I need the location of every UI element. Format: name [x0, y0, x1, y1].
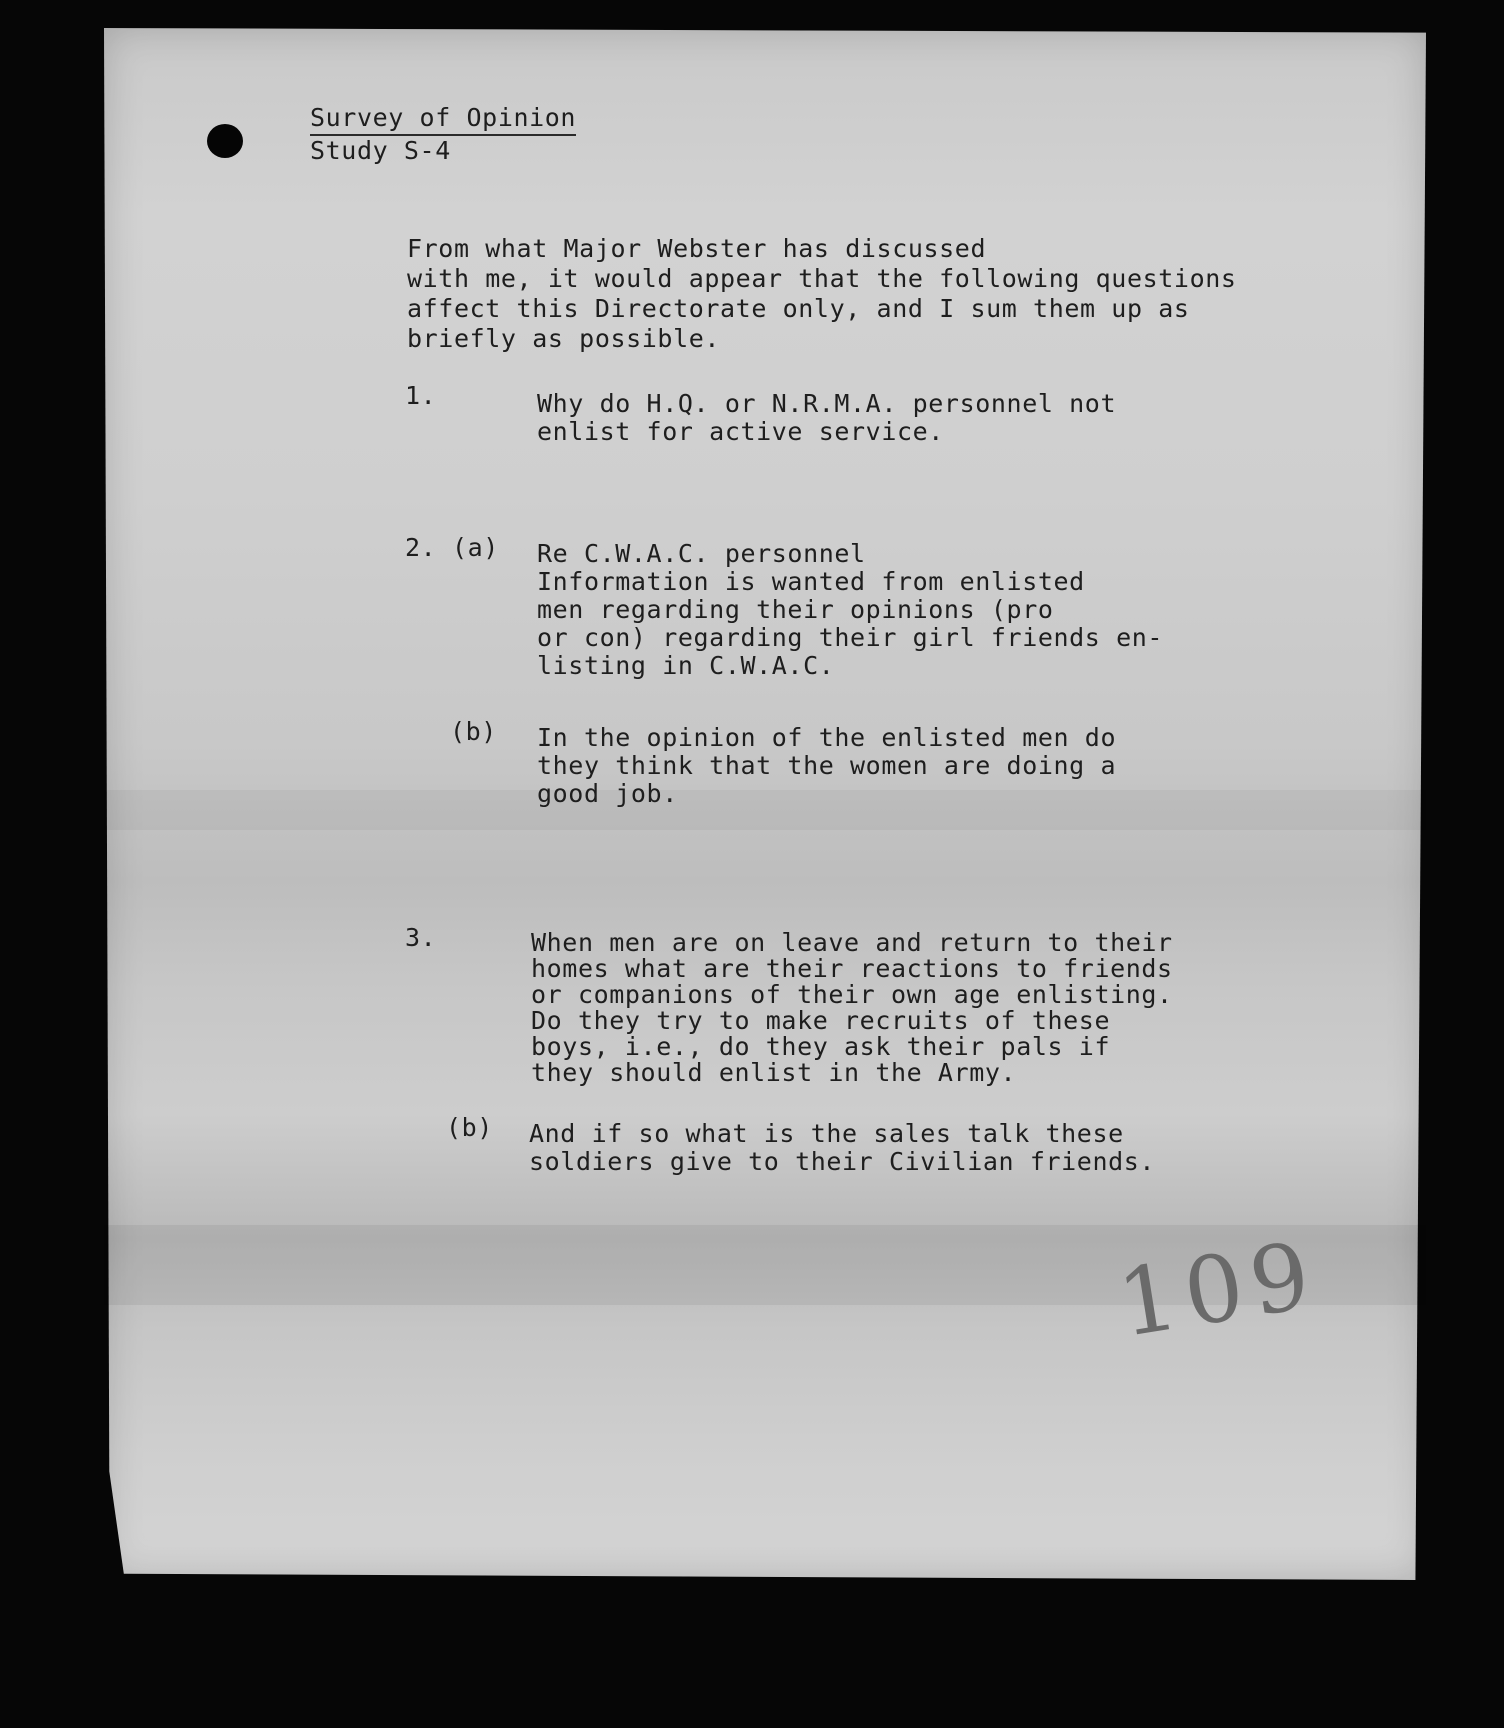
document-title: Survey of Opinion — [310, 104, 576, 136]
handwritten-page-number: 109 — [1110, 1221, 1325, 1358]
item-sub-text: And if so what is the sales talk these soldiers give to their Civilian friends. — [529, 1119, 1156, 1176]
item-sub-label: (b) — [446, 1113, 493, 1142]
punch-hole — [207, 124, 243, 158]
item-sub-text: In the opinion of the enlisted men do they think that the women are doing a good job. — [537, 723, 1117, 808]
item-number: 1. — [405, 381, 437, 410]
document-subtitle: Study S-4 — [310, 136, 451, 165]
item-text: When men are on leave and return to their homes what are their reactions to friends or companions of their own age enlisting. Do they try to make recruits of these boys, i.e., do they ask their pals if they should enlist in the Army. — [531, 928, 1173, 1087]
item-sub-label: (b) — [450, 717, 497, 746]
intro-paragraph: From what Major Webster has discussed with me, it would appear that the following questions affect this Directorate only, and I sum them up as briefly as possible. — [407, 234, 1237, 353]
item-number: 2. (a) — [405, 533, 499, 562]
item-number: 3. — [405, 923, 437, 952]
item-text: Re C.W.A.C. personnel Information is wanted from enlisted men regarding their opinions (pro or con) regarding their girl friends en- listing in C.W.A.C. — [537, 539, 1164, 680]
item-text: Why do H.Q. or N.R.M.A. personnel not enlist for active service. — [537, 389, 1117, 446]
